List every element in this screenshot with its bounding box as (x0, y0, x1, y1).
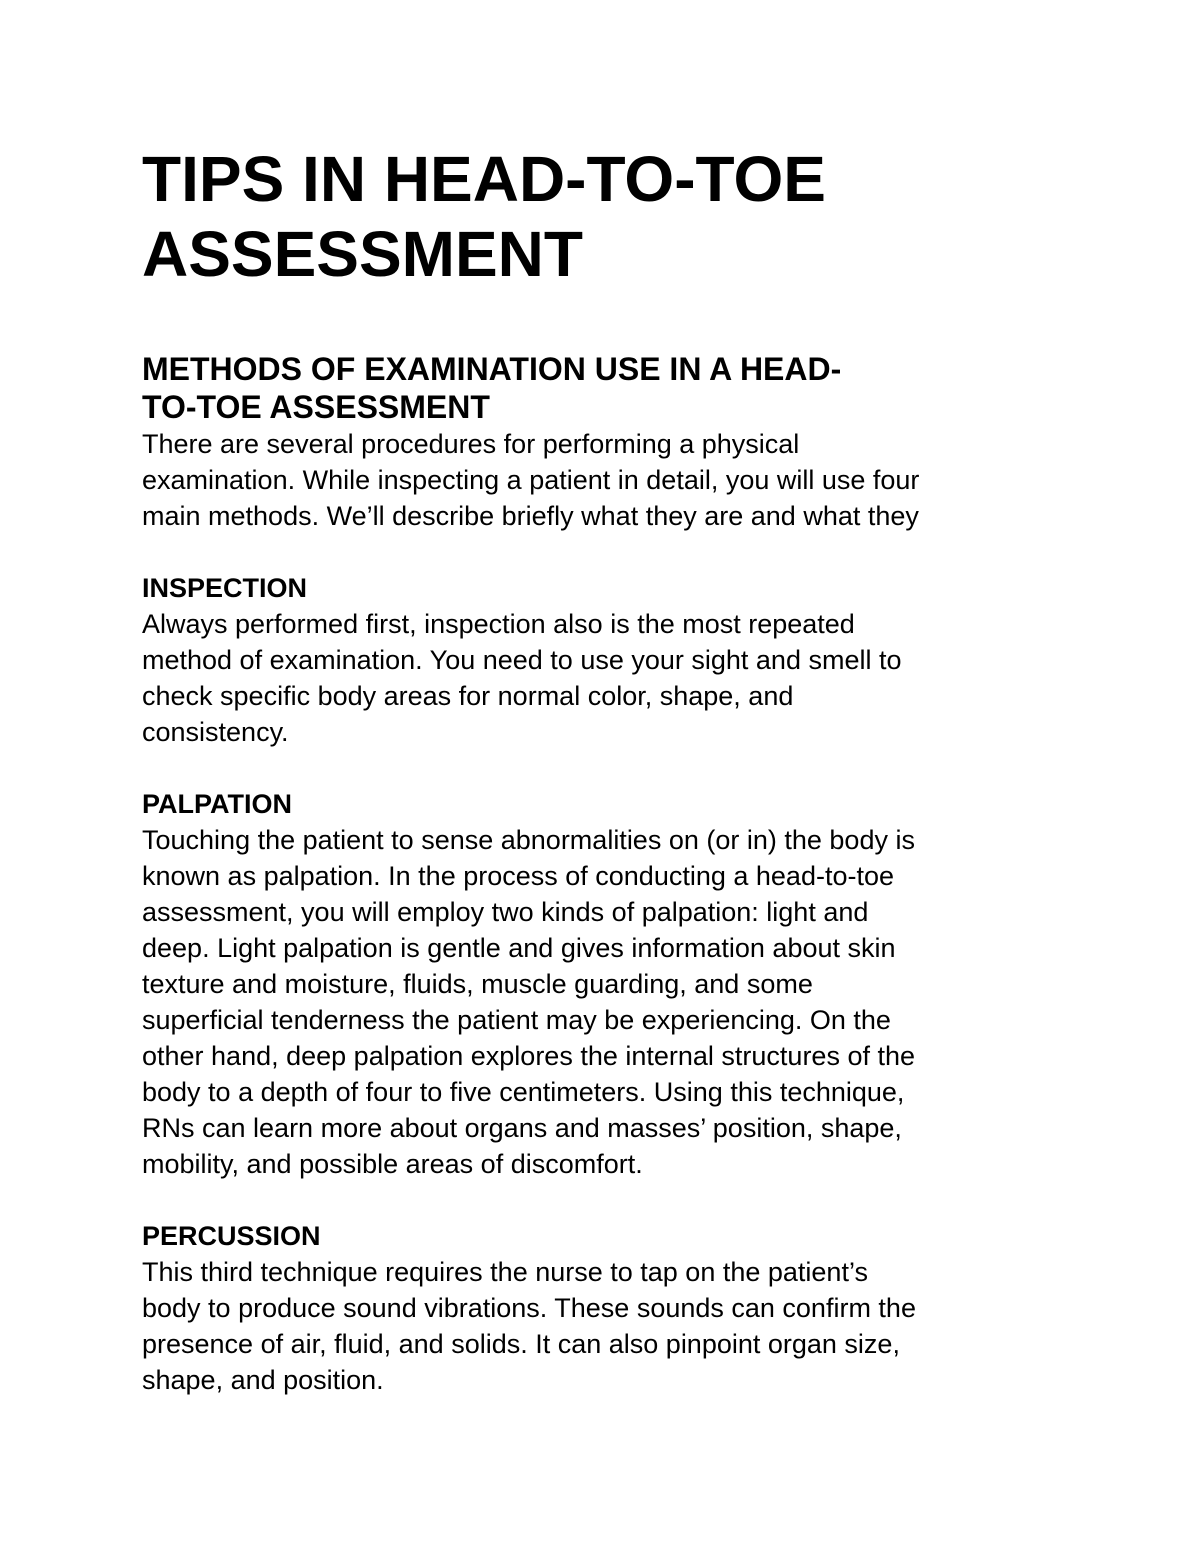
paragraph-line: consistency. (142, 717, 289, 747)
paragraph-line: method of examination. You need to use your sight and smell to (142, 645, 902, 675)
palpation-section (142, 786, 1072, 1182)
paragraph-line: other hand, deep palpation explores the internal structures of the (142, 1041, 916, 1071)
inspection-paragraph (142, 606, 1072, 750)
paragraph-line: mobility, and possible areas of discomfort. (142, 1149, 643, 1179)
inspection-section (142, 570, 1072, 750)
paragraph-line: There are several procedures for performing a physical (142, 429, 800, 459)
palpation-paragraph (142, 822, 1072, 1182)
paragraph-line: main methods. We’ll describe briefly what they are and what they (142, 501, 919, 531)
inspection-heading: INSPECTION (142, 573, 308, 603)
paragraph-line: shape, and position. (142, 1365, 384, 1395)
methods-heading-line-1: METHODS OF EXAMINATION USE IN A HEAD- (142, 351, 842, 387)
paragraph-line: deep. Light palpation is gentle and gives information about skin (142, 933, 896, 963)
paragraph-line: Touching the patient to sense abnormalities on (or in) the body is (142, 825, 915, 855)
paragraph-line: RNs can learn more about organs and masses’ position, shape, (142, 1113, 902, 1143)
paragraph-line: known as palpation. In the process of conducting a head-to-toe (142, 861, 894, 891)
paragraph-line: body to a depth of four to five centimeters. Using this technique, (142, 1077, 905, 1107)
percussion-section (142, 1218, 1072, 1398)
paragraph-line: check specific body areas for normal color, shape, and (142, 681, 794, 711)
methods-paragraph (142, 426, 1072, 534)
paragraph-line: This third technique requires the nurse to tap on the patient’s (142, 1257, 868, 1287)
page-title (142, 142, 1072, 292)
percussion-paragraph (142, 1254, 1072, 1398)
paragraph-line: Always performed first, inspection also is the most repeated (142, 609, 855, 639)
methods-heading-line-2: TO-TOE ASSESSMENT (142, 389, 490, 425)
paragraph-line: texture and moisture, fluids, muscle guarding, and some (142, 969, 813, 999)
title-line-1: TIPS IN HEAD-TO-TOE (142, 143, 826, 215)
paragraph-line: superficial tenderness the patient may be experiencing. On the (142, 1005, 891, 1035)
palpation-heading: PALPATION (142, 789, 292, 819)
paragraph-line: presence of air, fluid, and solids. It can also pinpoint organ size, (142, 1329, 900, 1359)
paragraph-line: examination. While inspecting a patient in detail, you will use four (142, 465, 920, 495)
methods-heading (142, 350, 1072, 426)
paragraph-line: assessment, you will employ two kinds of palpation: light and (142, 897, 869, 927)
title-line-2: ASSESSMENT (142, 218, 583, 290)
percussion-heading: PERCUSSION (142, 1221, 321, 1251)
paragraph-line: body to produce sound vibrations. These sounds can confirm the (142, 1293, 916, 1323)
document-page (142, 142, 1072, 1398)
